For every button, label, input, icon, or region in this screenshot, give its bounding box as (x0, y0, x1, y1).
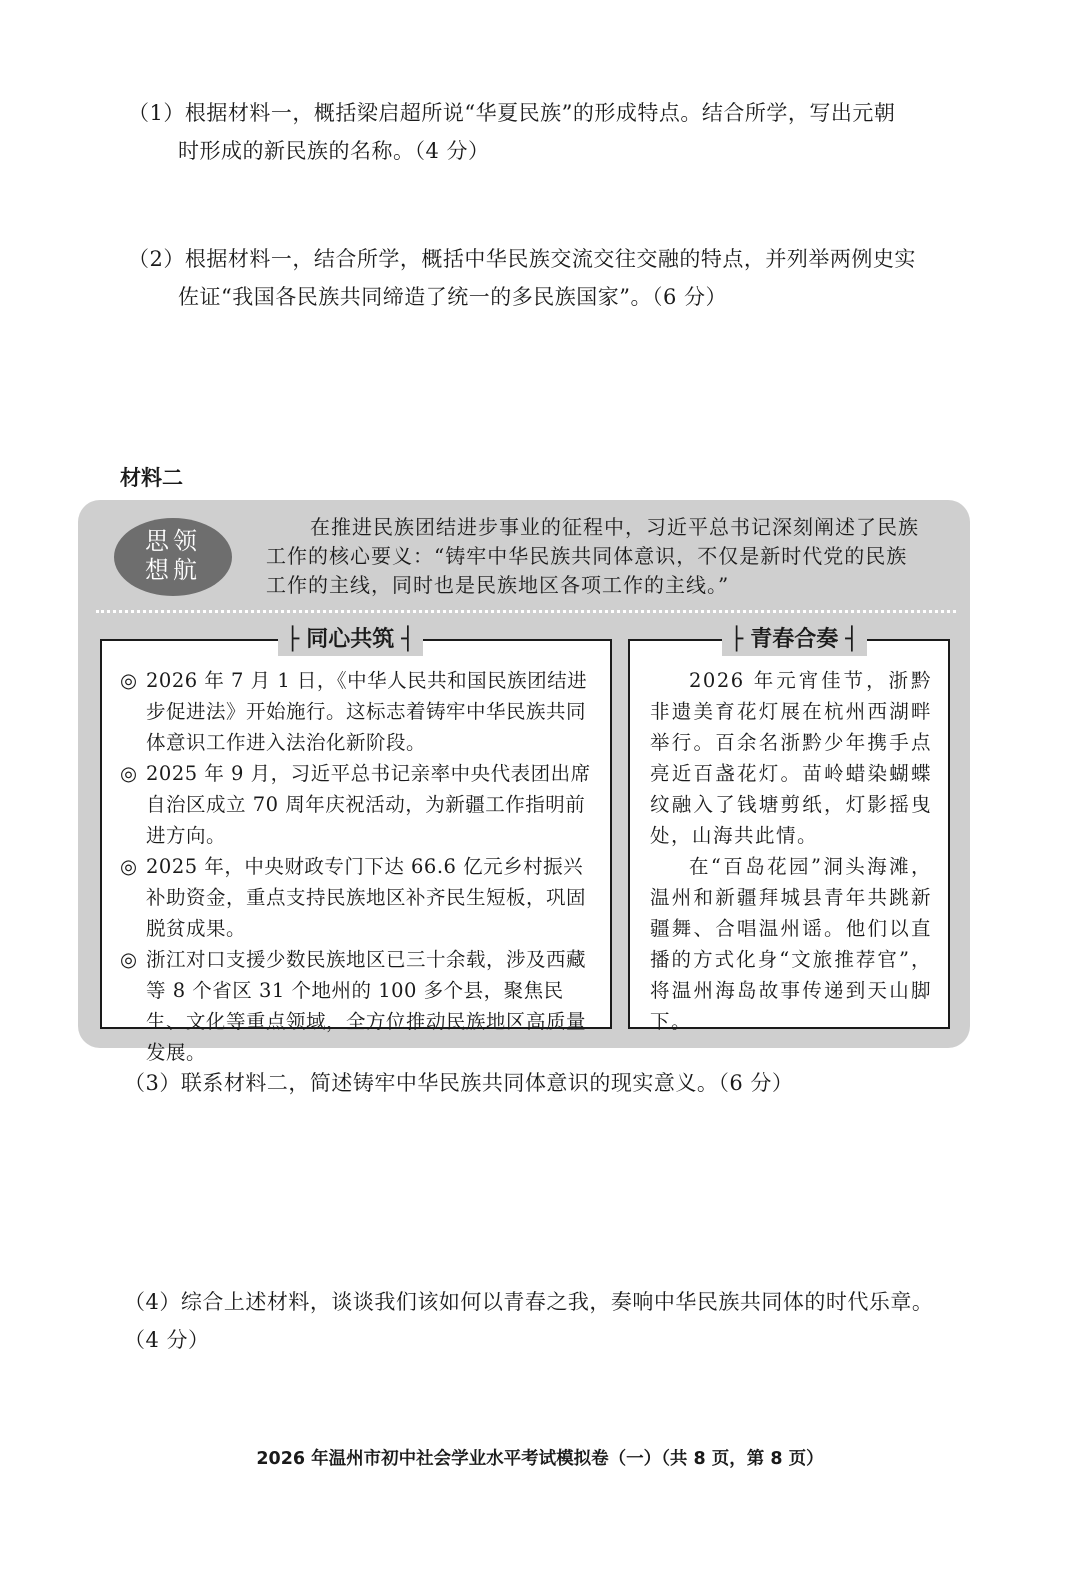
box-right-title: ├ 青春合奏 ┤ (722, 624, 867, 656)
question-3 (124, 1064, 984, 1102)
question-4-number: （4） (124, 1290, 181, 1314)
question-1-line-2: 时形成的新民族的名称。（4 分） (178, 139, 490, 163)
bullet-icon: ◎ (120, 948, 138, 971)
intro-line-1: 在推进民族团结进步事业的征程中，习近平总书记深刻阐述了民族 (310, 515, 919, 539)
question-2-number: （2） (128, 247, 185, 271)
list-item-text: 2025 年 9 月，习近平总书记亲率中央代表团出席自治区成立 70 周年庆祝活动，为新疆工作指明前进方向。 (146, 762, 591, 847)
left-box-list (120, 665, 596, 1068)
material-2-label: 材料二 (120, 466, 183, 490)
question-3-number: （3） (124, 1071, 181, 1095)
list-item-text: 2026 年 7 月 1 日，《中华人民共和国民族团结进步促进法》开始施行。这标志着铸牢中华民族共同体意识工作进入法治化新阶段。 (146, 669, 588, 754)
list-item (120, 758, 596, 851)
question-4-line-2: （4 分） (124, 1328, 210, 1352)
paragraph: 2026 年元宵佳节，浙黔非遗美育花灯展在杭州西湖畔举行。百余名浙黔少年携手点亮近百盏花灯。苗岭蜡染蝴蝶纹融入了钱塘剪纸，灯影摇曳处，山海共此情。 (650, 669, 932, 847)
question-4 (124, 1283, 1004, 1359)
material-2-intro (266, 513, 956, 600)
list-item-text: 2025 年，中央财政专门下达 66.6 亿元乡村振兴补助资金，重点支持民族地区补齐民生短板，巩固脱贫成果。 (146, 855, 587, 940)
box-left-title-text: 同心共筑 (306, 627, 395, 652)
box-tongxin-gongzhu (100, 627, 612, 1064)
intro-line-2: 工作的核心要义：“铸牢中华民族共同体意识，不仅是新时代党的民族 (266, 544, 908, 568)
list-item (120, 665, 596, 758)
box-right-title-text: 青春合奏 (750, 627, 839, 652)
question-1-line-1: 根据材料一，概括梁启超所说“华夏民族”的形成特点。结合所学，写出元朝 (184, 101, 896, 125)
bullet-icon: ◎ (120, 855, 138, 878)
bullet-icon: ◎ (120, 762, 138, 785)
paragraph: 在“百岛花园”洞头海滩，温州和新疆拜城县青年共跳新疆舞、合唱温州谣。他们以直播的方式化身“文旅推荐官”，将温州海岛故事传递到天山脚下。 (650, 855, 932, 1033)
question-2-line-2: 佐证“我国各民族共同缔造了统一的多民族国家”。（6 分） (178, 285, 728, 309)
page-footer: 2026 年温州市初中社会学业水平考试模拟卷（一）（共 8 页，第 8 页） (256, 1449, 824, 1469)
right-box-text (650, 665, 932, 1037)
list-item (120, 851, 596, 944)
badge-ideological-guidance (114, 518, 232, 596)
question-1-number: （1） (128, 101, 185, 125)
badge-line-2: 想航 (145, 556, 201, 584)
bullet-icon: ◎ (120, 669, 138, 692)
question-4-line-1: 综合上述材料，谈谈我们该如何以青春之我，奏响中华民族共同体的时代乐章。 (180, 1290, 934, 1314)
list-item-text: 浙江对口支援少数民族地区已三十余载，涉及西藏等 8 个省区 31 个地州的 100 多个县，聚焦民生、文化等重点领域，全方位推动民族地区高质量发展。 (146, 948, 587, 1064)
dotted-divider (96, 610, 956, 613)
question-2-line-1: 根据材料一，结合所学，概括中华民族交流交往交融的特点，并列举两例史实 (184, 247, 916, 271)
list-item (120, 944, 596, 1068)
box-left-title: ├ 同心共筑 ┤ (278, 624, 423, 656)
question-2 (128, 240, 988, 316)
question-3-line-1: 联系材料二，简述铸牢中华民族共同体意识的现实意义。（6 分） (180, 1071, 794, 1095)
intro-line-3: 工作的主线，同时也是民族地区各项工作的主线。” (266, 573, 730, 597)
box-qingchun-hezou (628, 627, 950, 1033)
badge-line-1: 思领 (145, 527, 201, 555)
question-1 (128, 94, 988, 170)
